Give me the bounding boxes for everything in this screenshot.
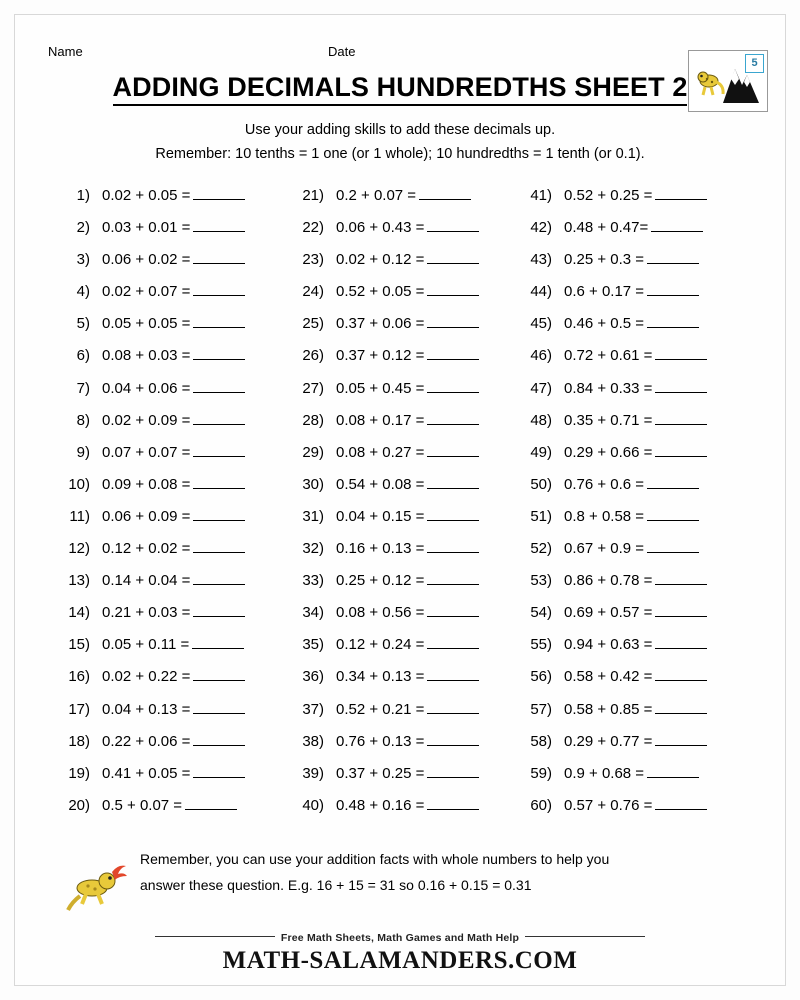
question-number: 31): [302, 507, 324, 525]
answer-blank[interactable]: [647, 314, 699, 328]
question-number: 1): [76, 187, 90, 204]
question-text: 0.52 + 0.05 =: [336, 283, 425, 301]
question-number: 54): [530, 604, 552, 622]
question-number: 13): [68, 572, 90, 590]
question-text: 0.05 + 0.45 =: [336, 379, 425, 397]
salamander-logo: [688, 50, 768, 112]
question-text: 0.58 + 0.42 =: [564, 668, 653, 686]
date-label: Date: [328, 44, 356, 59]
question-number: 47): [530, 379, 552, 397]
branding-rule-right: [525, 936, 645, 937]
question-number: 10): [68, 475, 90, 493]
question-row: [56, 635, 245, 667]
answer-blank[interactable]: [193, 443, 245, 457]
footer-note: [140, 846, 740, 898]
answer-blank[interactable]: [427, 475, 479, 489]
answer-blank[interactable]: [193, 539, 245, 553]
question-number: 15): [68, 636, 90, 654]
question-text: 0.05 + 0.05 =: [102, 315, 191, 333]
question-row: [290, 603, 479, 635]
question-row: [518, 314, 707, 346]
question-row: [518, 218, 707, 250]
question-number: 53): [530, 572, 552, 590]
question-text: 0.29 + 0.77 =: [564, 732, 653, 750]
question-number: 56): [530, 668, 552, 686]
question-text: 0.37 + 0.06 =: [336, 315, 425, 333]
question-number: 21): [302, 187, 324, 204]
answer-blank[interactable]: [647, 764, 699, 778]
question-number: 24): [302, 283, 324, 301]
question-text: 0.52 + 0.21 =: [336, 700, 425, 718]
question-row: [290, 314, 479, 346]
question-text: 0.72 + 0.61 =: [564, 347, 653, 365]
question-number: 50): [530, 475, 552, 493]
answer-blank[interactable]: [427, 314, 479, 328]
question-row: [290, 282, 479, 314]
question-text: 0.34 + 0.13 =: [336, 668, 425, 686]
question-row: [56, 314, 245, 346]
question-number: 22): [302, 219, 324, 237]
question-text: 0.04 + 0.06 =: [102, 379, 191, 397]
answer-blank[interactable]: [655, 186, 707, 200]
page-title: [0, 72, 800, 103]
answer-blank[interactable]: [655, 796, 707, 810]
answer-blank[interactable]: [427, 603, 479, 617]
question-text: 0.21 + 0.03 =: [102, 604, 191, 622]
question-number: 14): [68, 604, 90, 622]
question-row: [290, 507, 479, 539]
question-number: 30): [302, 475, 324, 493]
answer-blank[interactable]: [427, 667, 479, 681]
question-text: 0.29 + 0.66 =: [564, 443, 653, 461]
question-row: [290, 443, 479, 475]
question-row: [56, 603, 245, 635]
answer-blank[interactable]: [193, 700, 245, 714]
question-row: [518, 764, 707, 796]
answer-blank[interactable]: [193, 346, 245, 360]
answer-blank[interactable]: [193, 764, 245, 778]
answer-blank[interactable]: [655, 411, 707, 425]
answer-blank[interactable]: [193, 732, 245, 746]
question-column-2: [290, 186, 479, 828]
answer-blank[interactable]: [647, 539, 699, 553]
instruction-text: Use your adding skills to add these decimals up.: [244, 122, 556, 138]
branding-tagline: Free Math Sheets, Math Games and Math Help: [280, 932, 520, 944]
question-text: 0.12 + 0.24 =: [336, 636, 425, 654]
question-number: 16): [68, 668, 90, 686]
question-text: 0.08 + 0.03 =: [102, 347, 191, 365]
answer-blank[interactable]: [193, 282, 245, 296]
question-number: 25): [302, 315, 324, 333]
question-row: [290, 379, 479, 411]
question-number: 7): [76, 379, 90, 397]
answer-blank[interactable]: [193, 218, 245, 232]
question-number: 38): [302, 732, 324, 750]
question-row: [518, 186, 707, 218]
question-row: [518, 282, 707, 314]
salamander-mascot-icon: [62, 856, 138, 918]
question-number: 23): [302, 251, 324, 269]
answer-blank[interactable]: [419, 186, 471, 200]
question-text: 0.02 + 0.05 =: [102, 187, 191, 204]
question-text: 0.35 + 0.71 =: [564, 411, 653, 429]
answer-blank[interactable]: [647, 475, 699, 489]
question-text: 0.54 + 0.08 =: [336, 475, 425, 493]
question-row: [518, 732, 707, 764]
grade-badge: 5: [745, 54, 764, 73]
answer-blank[interactable]: [427, 539, 479, 553]
question-row: [56, 346, 245, 378]
question-number: 39): [302, 764, 324, 782]
answer-blank[interactable]: [427, 346, 479, 360]
question-text: 0.12 + 0.02 =: [102, 540, 191, 558]
question-text: 0.48 + 0.16 =: [336, 796, 425, 814]
answer-blank[interactable]: [193, 475, 245, 489]
question-number: 6): [76, 347, 90, 365]
question-text: 0.07 + 0.07 =: [102, 443, 191, 461]
question-row: [518, 411, 707, 443]
question-number: 20): [68, 796, 90, 814]
question-row: [518, 539, 707, 571]
footer-note-line-2: answer these question. E.g. 16 + 15 = 31 so 0.16 + 0.15 = 0.31: [140, 877, 532, 893]
answer-blank[interactable]: [193, 250, 245, 264]
answer-blank[interactable]: [427, 411, 479, 425]
question-text: 0.86 + 0.78 =: [564, 572, 653, 590]
answer-blank[interactable]: [193, 507, 245, 521]
answer-blank[interactable]: [655, 571, 707, 585]
question-text: 0.2 + 0.07 =: [336, 187, 417, 204]
question-text: 0.41 + 0.05 =: [102, 764, 191, 782]
answer-blank[interactable]: [427, 796, 479, 810]
site-branding: [0, 928, 800, 975]
question-row: [56, 218, 245, 250]
question-row: [56, 539, 245, 571]
question-row: [290, 539, 479, 571]
question-number: 35): [302, 636, 324, 654]
question-row: [290, 571, 479, 603]
answer-blank[interactable]: [193, 571, 245, 585]
question-number: 44): [530, 283, 552, 301]
question-text: 0.04 + 0.15 =: [336, 507, 425, 525]
question-text: 0.25 + 0.12 =: [336, 572, 425, 590]
question-text: 0.9 + 0.68 =: [564, 764, 645, 782]
question-row: [290, 475, 479, 507]
answer-blank[interactable]: [193, 603, 245, 617]
question-number: 60): [530, 796, 552, 814]
question-number: 48): [530, 411, 552, 429]
question-text: 0.76 + 0.6 =: [564, 475, 645, 493]
answer-blank[interactable]: [655, 635, 707, 649]
answer-blank[interactable]: [427, 700, 479, 714]
answer-blank[interactable]: [185, 796, 237, 810]
footer-note-line-1: Remember, you can use your addition facts with whole numbers to help you: [140, 851, 610, 867]
answer-blank[interactable]: [655, 700, 707, 714]
question-row: [56, 507, 245, 539]
question-row: [290, 250, 479, 282]
question-row: [56, 411, 245, 443]
question-number: 40): [302, 796, 324, 814]
question-text: 0.06 + 0.02 =: [102, 251, 191, 269]
question-number: 37): [302, 700, 324, 718]
branding-tagline-row: [0, 928, 800, 946]
question-text: 0.94 + 0.63 =: [564, 636, 653, 654]
question-text: 0.25 + 0.3 =: [564, 251, 645, 269]
answer-blank[interactable]: [427, 443, 479, 457]
name-label: Name: [48, 44, 83, 59]
answer-blank[interactable]: [655, 346, 707, 360]
question-number: 46): [530, 347, 552, 365]
question-text: 0.57 + 0.76 =: [564, 796, 653, 814]
question-text: 0.04 + 0.13 =: [102, 700, 191, 718]
question-text: 0.52 + 0.25 =: [564, 187, 653, 204]
answer-blank[interactable]: [651, 218, 703, 232]
question-text: 0.22 + 0.06 =: [102, 732, 191, 750]
question-text: 0.8 + 0.58 =: [564, 507, 645, 525]
question-number: 58): [530, 732, 552, 750]
question-row: [56, 186, 245, 218]
answer-blank[interactable]: [427, 635, 479, 649]
question-row: [290, 796, 479, 828]
question-number: 18): [68, 732, 90, 750]
question-row: [290, 764, 479, 796]
question-row: [518, 346, 707, 378]
question-number: 43): [530, 251, 552, 269]
question-column-3: [518, 186, 707, 828]
branding-url: MATH-SALAMANDERS.COM: [222, 947, 578, 974]
answer-blank[interactable]: [427, 250, 479, 264]
answer-blank[interactable]: [427, 379, 479, 393]
question-text: 0.06 + 0.09 =: [102, 507, 191, 525]
question-number: 4): [76, 283, 90, 301]
answer-blank[interactable]: [655, 667, 707, 681]
question-number: 19): [68, 764, 90, 782]
question-row: [518, 700, 707, 732]
answer-blank[interactable]: [193, 667, 245, 681]
answer-blank[interactable]: [655, 732, 707, 746]
question-row: [56, 282, 245, 314]
question-number: 9): [76, 443, 90, 461]
branding-rule-left: [155, 936, 275, 937]
question-text: 0.76 + 0.13 =: [336, 732, 425, 750]
answer-blank[interactable]: [427, 507, 479, 521]
answer-blank[interactable]: [647, 507, 699, 521]
question-text: 0.48 + 0.47=: [564, 219, 649, 237]
answer-blank[interactable]: [647, 282, 699, 296]
answer-blank[interactable]: [427, 732, 479, 746]
answer-blank[interactable]: [193, 314, 245, 328]
answer-blank[interactable]: [427, 571, 479, 585]
question-number: 8): [76, 411, 90, 429]
question-row: [56, 667, 245, 699]
question-number: 52): [530, 540, 552, 558]
question-text: 0.06 + 0.43 =: [336, 219, 425, 237]
question-text: 0.16 + 0.13 =: [336, 540, 425, 558]
question-row: [290, 635, 479, 667]
question-text: 0.67 + 0.9 =: [564, 540, 645, 558]
question-text: 0.6 + 0.17 =: [564, 283, 645, 301]
answer-blank[interactable]: [192, 635, 244, 649]
answer-blank[interactable]: [655, 379, 707, 393]
question-column-1: [56, 186, 245, 828]
question-number: 12): [68, 540, 90, 558]
question-row: [290, 732, 479, 764]
question-number: 5): [76, 315, 90, 333]
answer-blank[interactable]: [193, 411, 245, 425]
question-row: [518, 635, 707, 667]
question-row: [56, 796, 245, 828]
question-number: 11): [69, 507, 90, 525]
question-text: 0.69 + 0.57 =: [564, 604, 653, 622]
question-row: [518, 250, 707, 282]
reminder-text: Remember: 10 tenths = 1 one (or 1 whole); 10 hundredths = 1 tenth (or 0.1).: [155, 146, 645, 162]
question-number: 57): [530, 700, 552, 718]
question-text: 0.09 + 0.08 =: [102, 475, 191, 493]
question-number: 41): [530, 187, 552, 204]
question-row: [518, 379, 707, 411]
question-row: [518, 475, 707, 507]
answer-blank[interactable]: [647, 250, 699, 264]
answer-blank[interactable]: [427, 764, 479, 778]
question-text: 0.08 + 0.56 =: [336, 604, 425, 622]
question-row: [290, 218, 479, 250]
question-text: 0.58 + 0.85 =: [564, 700, 653, 718]
question-row: [56, 700, 245, 732]
question-row: [518, 667, 707, 699]
question-number: 29): [302, 443, 324, 461]
answer-blank[interactable]: [193, 379, 245, 393]
question-row: [56, 764, 245, 796]
question-row: [290, 346, 479, 378]
question-number: 45): [530, 315, 552, 333]
question-text: 0.84 + 0.33 =: [564, 379, 653, 397]
question-text: 0.08 + 0.17 =: [336, 411, 425, 429]
question-number: 2): [76, 219, 90, 237]
question-row: [290, 411, 479, 443]
question-number: 32): [302, 540, 324, 558]
question-text: 0.08 + 0.27 =: [336, 443, 425, 461]
question-row: [290, 186, 479, 218]
question-row: [518, 603, 707, 635]
question-row: [56, 475, 245, 507]
answer-blank[interactable]: [193, 186, 245, 200]
question-number: 59): [530, 764, 552, 782]
question-number: 26): [302, 347, 324, 365]
answer-blank[interactable]: [427, 218, 479, 232]
question-number: 49): [530, 443, 552, 461]
questions-area: [0, 186, 800, 826]
question-row: [56, 443, 245, 475]
answer-blank[interactable]: [655, 603, 707, 617]
question-number: 33): [302, 572, 324, 590]
question-row: [518, 443, 707, 475]
question-number: 17): [68, 700, 90, 718]
question-row: [518, 507, 707, 539]
question-row: [290, 667, 479, 699]
question-number: 3): [76, 251, 90, 269]
page-title-text: ADDING DECIMALS HUNDREDTHS SHEET 2: [113, 72, 688, 106]
question-text: 0.05 + 0.11 =: [102, 636, 190, 654]
answer-blank[interactable]: [427, 282, 479, 296]
question-number: 36): [302, 668, 324, 686]
question-text: 0.02 + 0.09 =: [102, 411, 191, 429]
question-text: 0.46 + 0.5 =: [564, 315, 645, 333]
question-text: 0.5 + 0.07 =: [102, 796, 183, 814]
question-text: 0.03 + 0.01 =: [102, 219, 191, 237]
question-number: 28): [302, 411, 324, 429]
question-number: 55): [530, 636, 552, 654]
question-number: 51): [530, 507, 552, 525]
question-text: 0.02 + 0.22 =: [102, 668, 191, 686]
question-number: 34): [302, 604, 324, 622]
question-row: [56, 250, 245, 282]
question-row: [290, 700, 479, 732]
question-number: 42): [530, 219, 552, 237]
question-text: 0.37 + 0.25 =: [336, 764, 425, 782]
question-row: [56, 732, 245, 764]
question-text: 0.14 + 0.04 =: [102, 572, 191, 590]
question-text: 0.02 + 0.07 =: [102, 283, 191, 301]
question-number: 27): [302, 379, 324, 397]
question-text: 0.02 + 0.12 =: [336, 251, 425, 269]
question-row: [518, 796, 707, 828]
question-row: [56, 379, 245, 411]
answer-blank[interactable]: [655, 443, 707, 457]
question-text: 0.37 + 0.12 =: [336, 347, 425, 365]
question-row: [518, 571, 707, 603]
question-row: [56, 571, 245, 603]
